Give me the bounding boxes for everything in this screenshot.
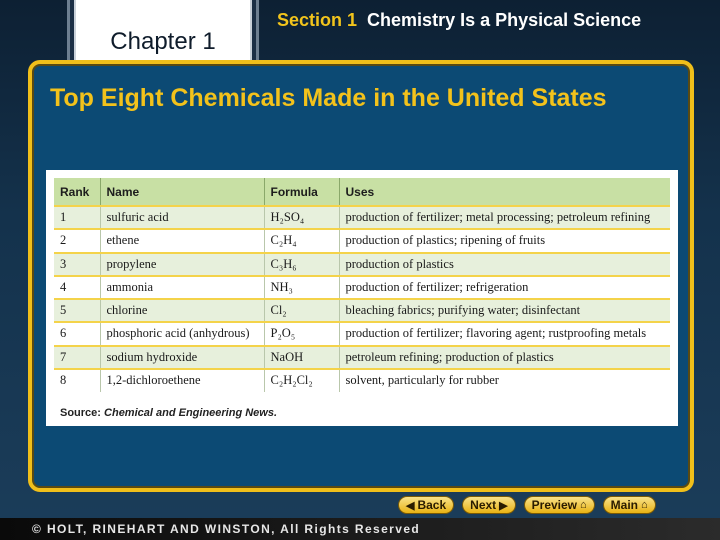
- section-title: Chemistry Is a Physical Science: [367, 10, 642, 30]
- home-icon: ⌂: [580, 499, 587, 511]
- home-icon: ⌂: [641, 499, 648, 511]
- rank-cell: 5: [54, 299, 100, 322]
- name-cell: phosphoric acid (anhydrous): [100, 322, 264, 345]
- name-cell: ammonia: [100, 276, 264, 299]
- name-cell: propylene: [100, 253, 264, 276]
- back-button[interactable]: [398, 496, 454, 514]
- rank-cell: 2: [54, 229, 100, 252]
- chapter-label: Chapter 1: [110, 28, 216, 55]
- chemicals-table-wrapper: [54, 178, 670, 394]
- arrow-left-icon: ◀: [406, 499, 415, 512]
- main-button[interactable]: [603, 496, 656, 514]
- formula-cell: P₂O₅: [264, 322, 339, 345]
- table-row: [54, 206, 670, 229]
- arrow-right-icon: ▶: [499, 499, 508, 512]
- name-cell: ethene: [100, 229, 264, 252]
- chemicals-table: [54, 178, 670, 392]
- rank-cell: 7: [54, 346, 100, 369]
- uses-cell: petroleum refining; production of plastics: [339, 346, 670, 369]
- table-row: [54, 369, 670, 392]
- formula-cell: Cl₂: [264, 299, 339, 322]
- page-title: Top Eight Chemicals Made in the United States: [50, 84, 607, 112]
- column-header-formula: Formula: [264, 178, 339, 206]
- formula-cell: H₂SO₄: [264, 206, 339, 229]
- table-row: [54, 299, 670, 322]
- formula-cell: NaOH: [264, 346, 339, 369]
- column-header-rank: Rank: [60, 184, 90, 199]
- main-label: Main: [610, 498, 639, 512]
- source-text: Chemical and Engineering News.: [104, 407, 278, 419]
- name-cell: sulfuric acid: [100, 206, 264, 229]
- next-button[interactable]: [462, 496, 515, 514]
- table-row: [54, 229, 670, 252]
- formula-cell: C₃H₆: [264, 253, 339, 276]
- table-row: [54, 276, 670, 299]
- section-label: Section 1: [277, 10, 358, 30]
- uses-cell: solvent, particularly for rubber: [339, 369, 670, 392]
- section-heading: [277, 8, 697, 32]
- table-row: [54, 346, 670, 369]
- name-cell: sodium hydroxide: [100, 346, 264, 369]
- preview-button[interactable]: [524, 496, 595, 514]
- uses-cell: production of plastics; ripening of fruits: [339, 229, 670, 252]
- preview-label: Preview: [531, 498, 578, 512]
- uses-cell: production of plastics: [339, 253, 670, 276]
- column-header-name: Name: [100, 178, 264, 206]
- table-header-row: [54, 178, 670, 206]
- formula-cell: NH₃: [264, 276, 339, 299]
- next-label: Next: [470, 498, 497, 512]
- uses-cell: production of fertilizer; metal processing; petroleum refining: [339, 206, 670, 229]
- rank-cell: 3: [54, 253, 100, 276]
- copyright-footer: [0, 518, 720, 540]
- uses-cell: production of fertilizer; refrigeration: [339, 276, 670, 299]
- rank-cell: 4: [54, 276, 100, 299]
- source-note: [60, 407, 277, 419]
- rank-cell: 1: [54, 206, 100, 229]
- name-cell: 1,2-dichloroethene: [100, 369, 264, 392]
- chemicals-table-card: [46, 170, 678, 426]
- formula-cell: C₂H₄: [264, 229, 339, 252]
- rank-cell: 8: [54, 369, 100, 392]
- name-cell: chlorine: [100, 299, 264, 322]
- rank-cell: 6: [54, 322, 100, 345]
- column-header-uses: Uses: [339, 178, 670, 206]
- formula-cell: C₂H₂Cl₂: [264, 369, 339, 392]
- source-label: Source:: [60, 407, 101, 419]
- uses-cell: production of fertilizer; flavoring agent; rustproofing metals: [339, 322, 670, 345]
- back-label: Back: [417, 498, 447, 512]
- nav-bar: [398, 496, 656, 514]
- uses-cell: bleaching fabrics; purifying water; disinfectant: [339, 299, 670, 322]
- table-row: [54, 322, 670, 345]
- table-row: [54, 253, 670, 276]
- copyright-text: © HOLT, RINEHART AND WINSTON, All Rights Reserved: [32, 522, 421, 536]
